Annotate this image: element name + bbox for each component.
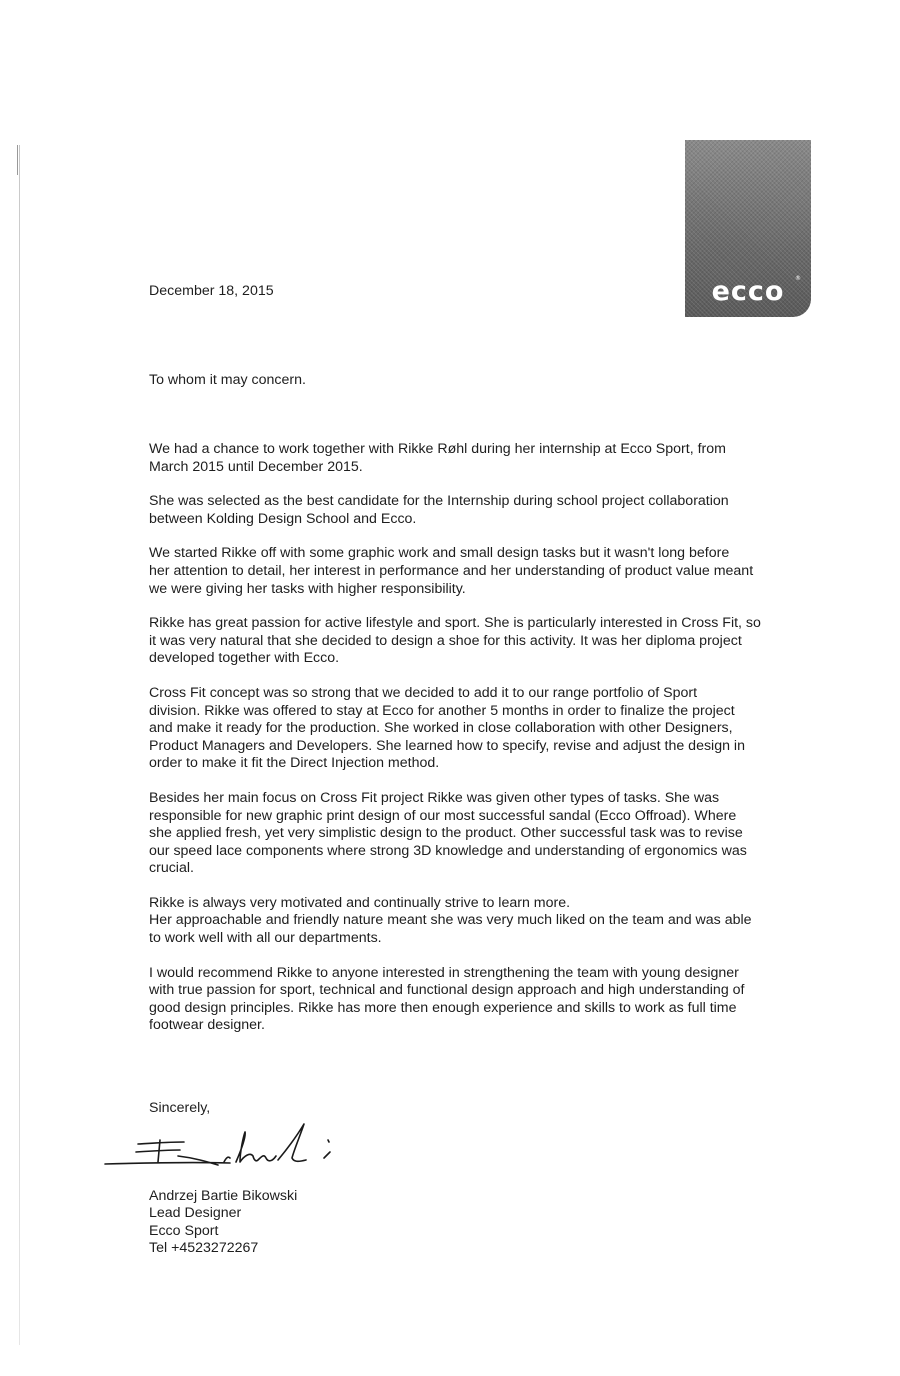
paragraph-line: responsible for new graphic print design of our most successful sandal (Ecco Offroad). Where <box>149 807 737 824</box>
paragraph-line: We had a chance to work together with Rikke Røhl during her internship at Ecco Sport, from <box>149 441 726 457</box>
letter-paragraph <box>149 965 779 1035</box>
paragraph-line: between Kolding Design School and Ecco. <box>149 510 417 527</box>
letter-paragraph <box>149 441 779 476</box>
paragraph-line: Product Managers and Developers. She learned how to specify, revise and adjust the design in <box>149 737 745 754</box>
paragraph-line: Her approachable and friendly nature meant she was very much liked on the team and was able <box>149 912 752 929</box>
signatory-block <box>149 1188 297 1258</box>
letter-paragraph <box>149 790 779 878</box>
paragraph-line: her attention to detail, her interest in performance and her understanding of product value meant <box>149 562 754 579</box>
letter-date: December 18, 2015 <box>149 283 274 299</box>
paragraph-line: Cross Fit concept was so strong that we decided to add it to our range portfolio of Sport <box>149 684 698 701</box>
paragraph-line: I would recommend Rikke to anyone interested in strengthening the team with young designer <box>149 964 739 981</box>
paragraph-line: developed together with Ecco. <box>149 650 340 667</box>
letter-paragraph <box>149 895 779 948</box>
paragraph-line: order to make it fit the Direct Injection method. <box>149 755 440 772</box>
scan-edge-artifact <box>19 145 20 1345</box>
paragraph-line: footwear designer. <box>149 1017 265 1034</box>
paragraph-line: March 2015 until December 2015. <box>149 458 363 475</box>
handwritten-signature <box>100 1118 360 1180</box>
paragraph-line: good design principles. Rikke has more then enough experience and skills to work as full time <box>149 999 737 1016</box>
paragraph-line: She was selected as the best candidate for the Internship during school project collaboration <box>149 493 729 510</box>
paragraph-line: we were giving her tasks with higher responsibility. <box>149 580 466 597</box>
paragraph-line: Rikke is always very motivated and continually strive to learn more. <box>149 894 571 911</box>
paragraph-line: and make it ready for the production. She worked in close collaboration with other Designers, <box>149 720 733 737</box>
paragraph-line: with true passion for sport, technical and functional design approach and high understanding of <box>149 982 745 999</box>
signatory-phone: Tel +4523272267 <box>149 1240 259 1257</box>
paragraph-line: our speed lace components where strong 3D knowledge and understanding of ergonomics was <box>149 842 747 859</box>
letter-body <box>149 441 779 1052</box>
paragraph-line: to work well with all our departments. <box>149 930 382 947</box>
paragraph-line: it was very natural that she decided to design a shoe for this activity. It was her diploma project <box>149 632 742 649</box>
letter-paragraph <box>149 493 779 528</box>
scan-edge-mark <box>17 145 18 175</box>
letter-paragraph <box>149 615 779 668</box>
letter-paragraph <box>149 685 779 773</box>
paragraph-line: she applied fresh, yet very simplistic design to the product. Other successful task was to revise <box>149 825 743 842</box>
signatory-name: Andrzej Bartie Bikowski <box>149 1188 298 1204</box>
paragraph-line: Besides her main focus on Cross Fit project Rikke was given other types of tasks. She was <box>149 789 720 806</box>
signatory-title: Lead Designer <box>149 1205 242 1222</box>
letter-paragraph <box>149 545 779 598</box>
logo-registered-mark: ® <box>795 275 801 282</box>
paragraph-line: Rikke has great passion for active lifestyle and sport. She is particularly interested in Cross Fit, so <box>149 615 761 632</box>
ecco-logo <box>685 140 811 317</box>
letter-salutation: To whom it may concern. <box>149 372 306 388</box>
logo-wordmark: ecco <box>711 276 785 307</box>
paragraph-line: crucial. <box>149 860 194 877</box>
paragraph-line: division. Rikke was offered to stay at Ecco for another 5 months in order to finalize the project <box>149 702 735 719</box>
signatory-company: Ecco Sport <box>149 1222 219 1239</box>
letter-closing: Sincerely, <box>149 1100 211 1116</box>
paragraph-line: We started Rikke off with some graphic work and small design tasks but it wasn't long before <box>149 545 730 562</box>
